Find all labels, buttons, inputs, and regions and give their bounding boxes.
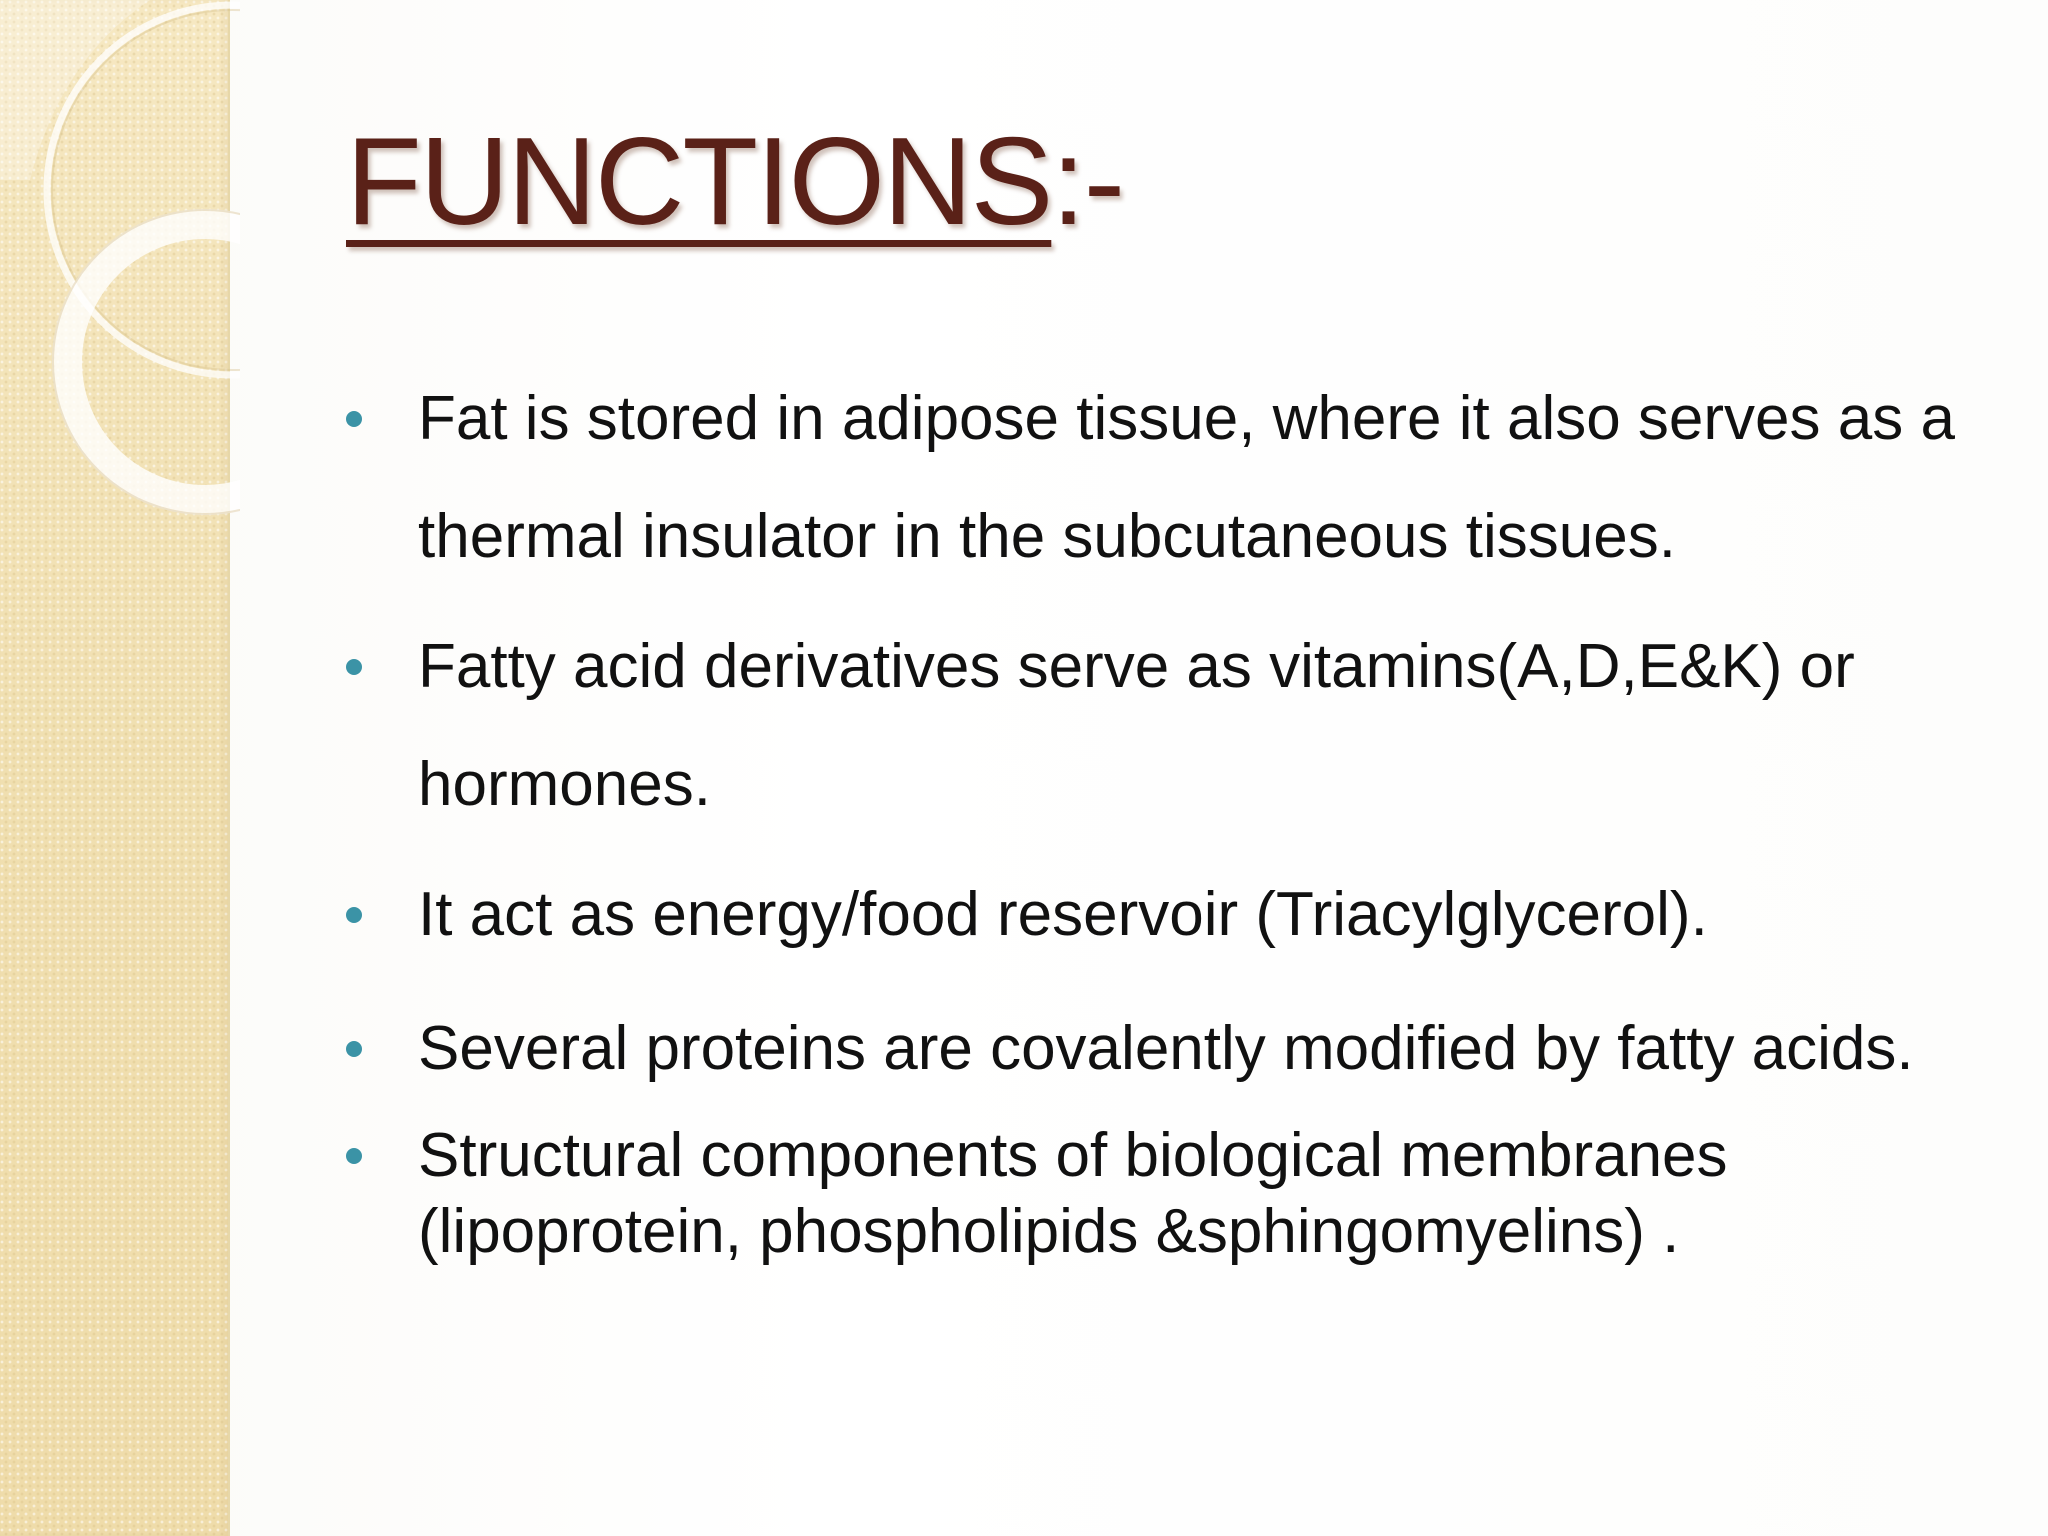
bullet-item [336,360,2016,596]
bullet-dot-icon [346,1148,362,1164]
bullet-item [336,1118,2016,1270]
bullet-dot-icon [346,1041,362,1057]
bullet-text: Several proteins are covalently modified by fatty acids. [418,1014,1914,1083]
slide-content [346,113,1986,1266]
bullet-list [336,360,2016,1270]
bullet-item [336,856,2016,974]
bullet-text: Structural components of biological membranes (lipoprotein, phospholipids &sphingomyelins) . [418,1121,1728,1266]
bullet-item [336,990,2016,1108]
bullet-dot-icon [346,907,362,923]
slide-title [346,113,1986,251]
slide-title-main: FUNCTIONS [346,113,1052,251]
bullet-dot-icon [346,659,362,675]
bullet-item [336,608,2016,844]
bullet-text: It act as energy/food reservoir (Triacylglycerol). [418,880,1708,949]
bullet-text: Fat is stored in adipose tissue, where it also serves as a thermal insulator in the subcutaneous tissues. [418,384,1955,571]
slide-title-suffix: :- [1051,113,1124,251]
bullet-text: Fatty acid derivatives serve as vitamins(A,D,E&K) or hormones. [418,632,1855,819]
decorative-rings [0,0,240,520]
bullet-dot-icon [346,411,362,427]
